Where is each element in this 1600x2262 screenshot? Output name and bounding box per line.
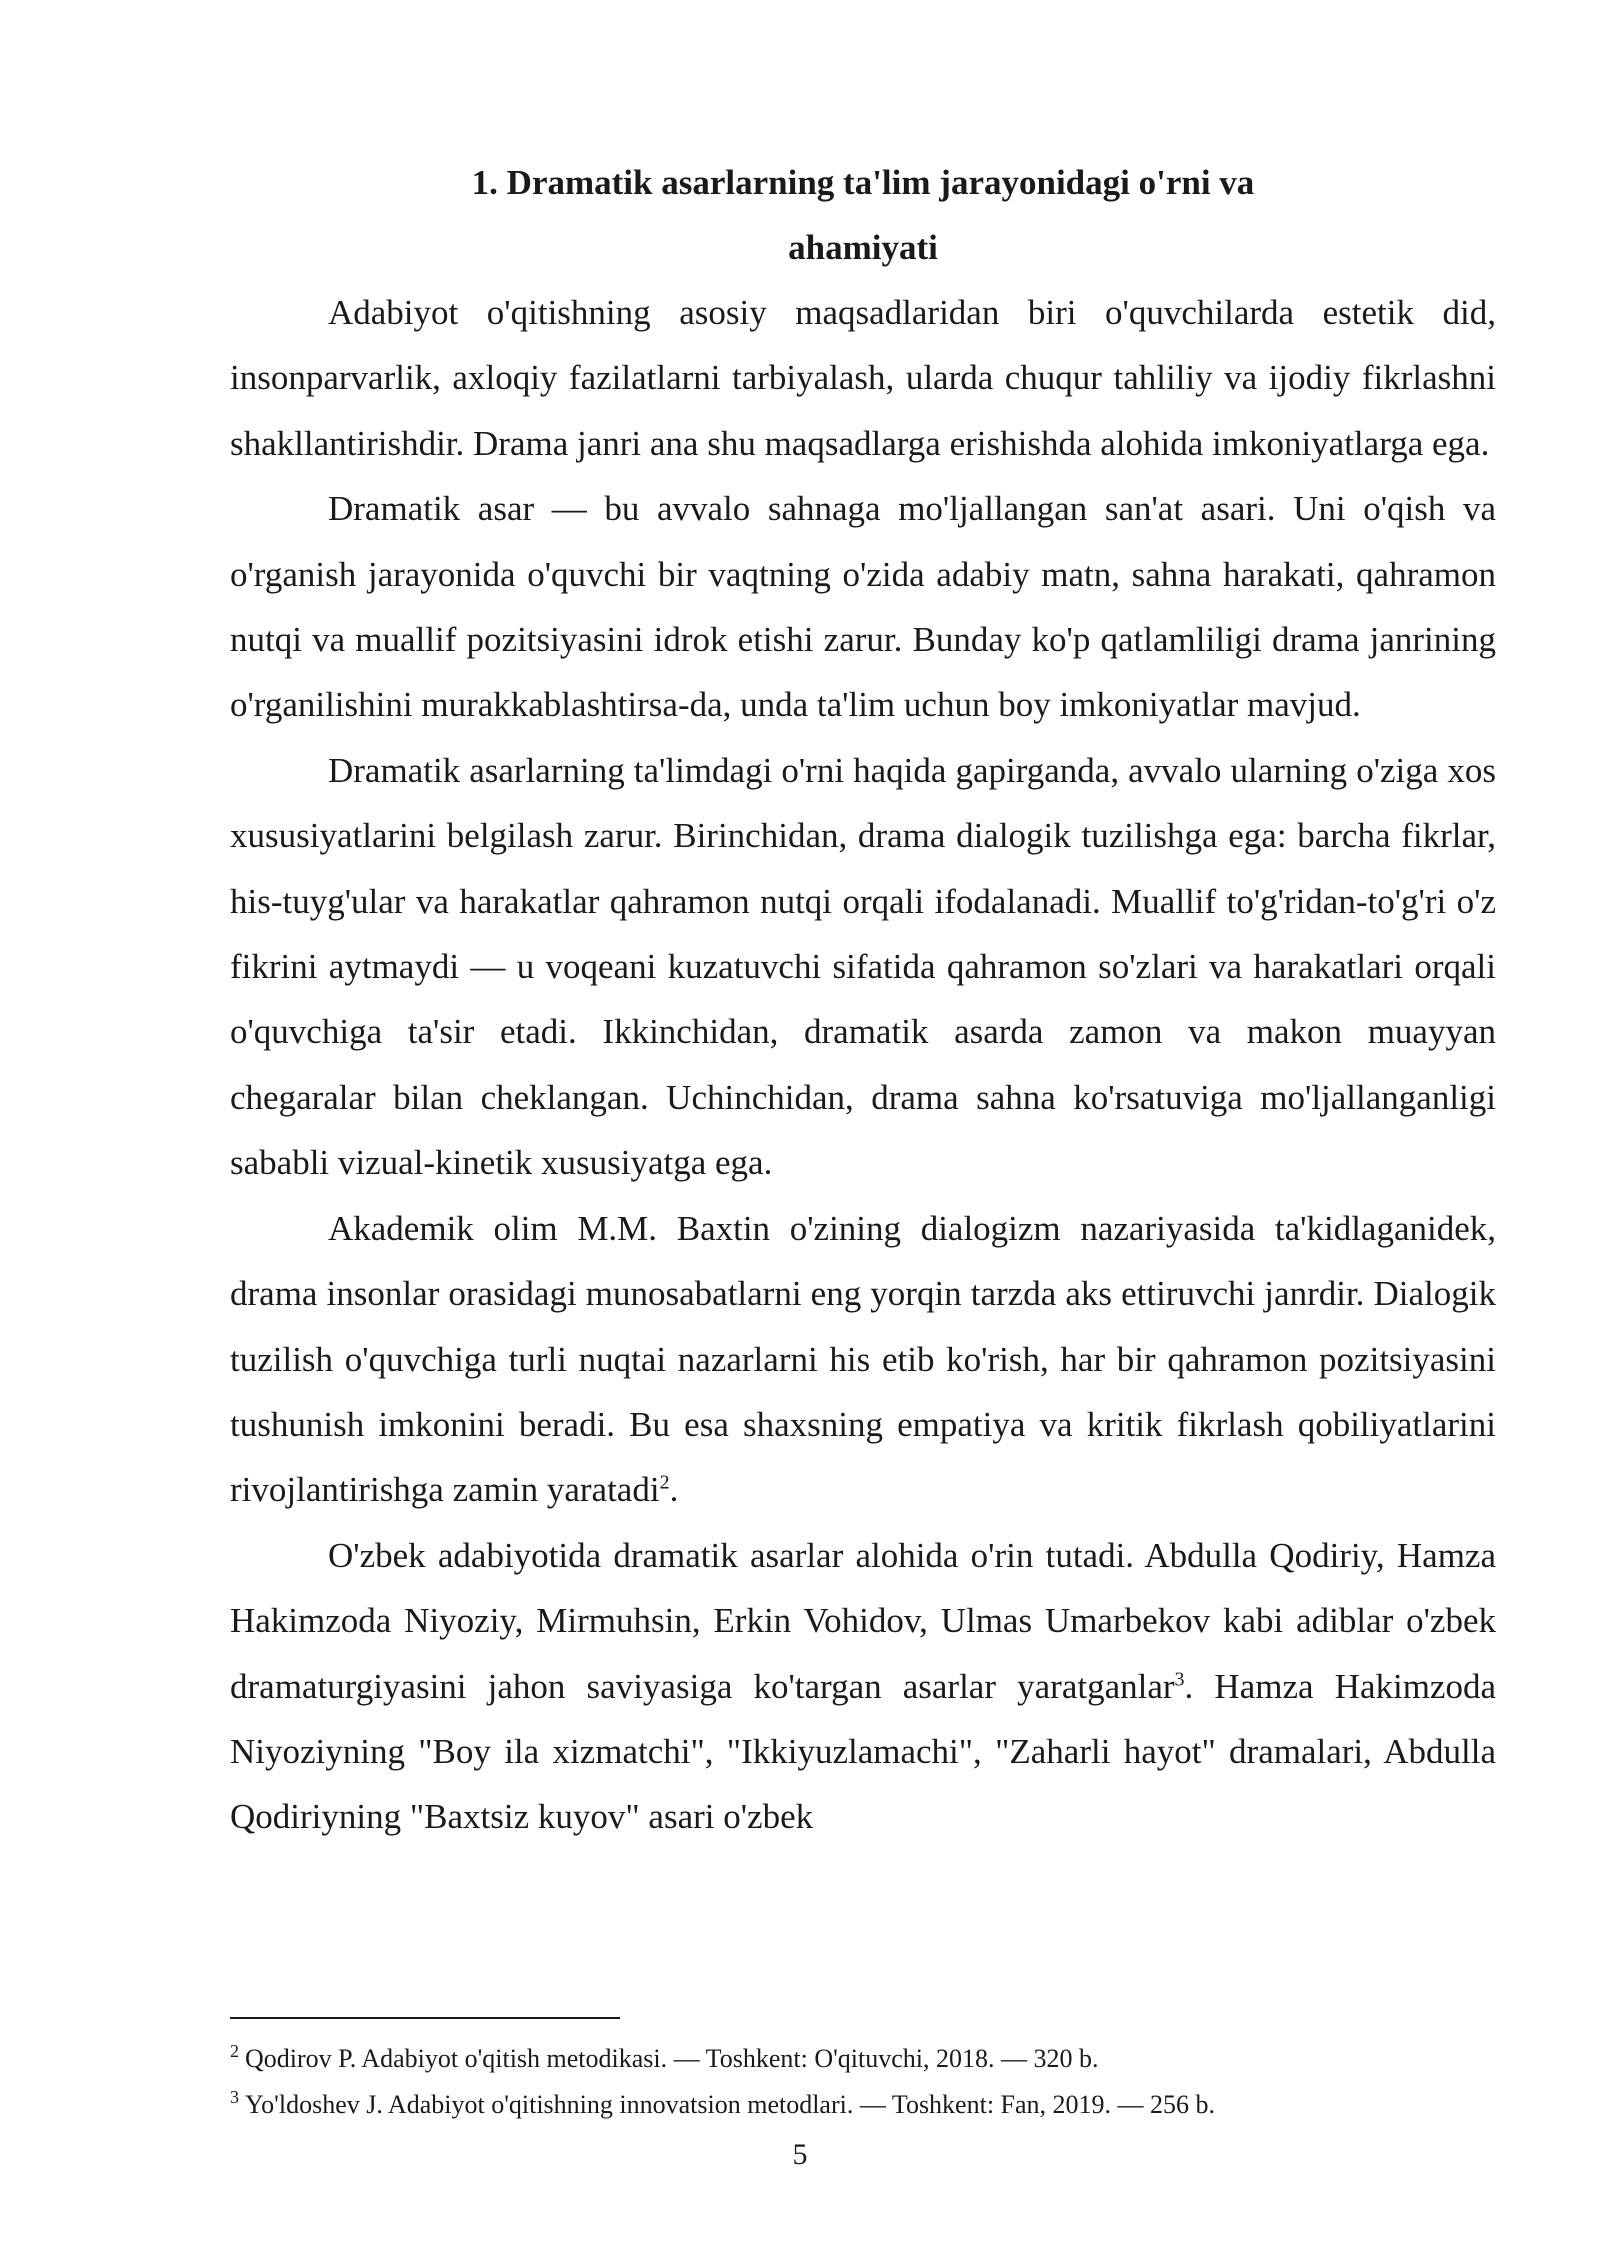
footnote-number: 3 [230,2087,239,2108]
paragraph-text: Akademik olim M.M. Baxtin o'zining dialogizm nazariyasida ta'kidlaganidek, drama insonlar orasidagi munosabatlarni eng yorqin tarzda aks ettiruvchi janrdir. Dialogik tuzilish o'quvchiga turli nuqtai nazarlarni his etib ko'rish, har bir qahramon pozitsiyasini tushunish imkonini beradi. Bu esa shaxsning empatiya va kritik fikrlash qobiliyatlarini rivojlantirishga zamin yaratadi [230,1208,1496,1510]
footnote-divider [230,2017,620,2019]
footnote-number: 2 [230,2041,239,2062]
paragraph-2 [230,476,1496,738]
paragraph-text: Dramatik asarlarning ta'limdagi o'rni haqida gapirganda, avvalo ularning o'ziga xos xususiyatlarini belgilash zarur. Birinchidan, drama dialogik tuzilishga ega: barcha fikrlar, his-tuyg'ular va harakatlar qahramon nutqi orqali ifodalanadi. Muallif to'g'ridan-to'g'ri o'z fikrini aytmaydi — u voqeani kuzatuvchi sifatida qahramon so'zlari va harakatlari orqali o'quvchiga ta'sir etadi. Ikkinchidan, dramatik asarda zamon va makon muayyan chegaralar bilan cheklangan. Uchinchidan, drama sahna ko'rsatuviga mo'ljallanganligi sababli vizual-kinetik xususiyatga ega. [230,750,1496,1183]
paragraph-3 [230,738,1496,1196]
paragraph-text: Dramatik asar — bu avvalo sahnaga mo'ljallangan san'at asari. Uni o'qish va o'rganish jarayonida o'quvchi bir vaqtning o'zida adabiy matn, sahna harakati, qahramon nutqi va muallif pozitsiyasini idrok etishi zarur. Bunday ko'p qatlamliligi drama janrining o'rganilishini murakkablashtirsa-da, unda ta'lim uchun boy imkoniyatlar mavjud. [230,489,1496,725]
paragraph-5 [230,1523,1496,1850]
footnotes [230,2036,1496,2128]
footnote-text: Qodirov P. Adabiyot o'qitish metodikasi. — Toshkent: O'qituvchi, 2018. — 320 b. [245,2044,1099,2073]
footnote-text: Yo'ldoshev J. Adabiyot o'qitishning innovatsion metodlari. — Toshkent: Fan, 2019. — 256 b. [245,2090,1216,2119]
section-heading [230,150,1496,280]
footnote-2 [230,2036,1496,2082]
footnote-ref-2[interactable]: 2 [659,1471,670,1494]
paragraph-text: O'zbek adabiyotida dramatik asarlar alohida o'rin tutadi. Abdulla Qodiriy, Hamza Hakimzoda Niyoziy, Mirmuhsin, Erkin Vohidov, Ulmas Umarbekov kabi adiblar o'zbek dramaturgiyasini jahon saviyasiga ko'targan asarlar yaratganlar [230,1535,1496,1706]
paragraph-text-after: . Hamza Hakimzoda Niyoziyning "Boy ila xizmatchi", "Ikkiyuzlamachi", "Zaharli hayot" dramalari, Abdulla Qodiriyning "Baxtsiz kuyov" asari o'zbek [230,1666,1497,1837]
footnote-3 [230,2082,1496,2128]
paragraph-text-after: . [669,1470,679,1510]
paragraph-4 [230,1196,1496,1523]
paragraph-1 [230,280,1496,476]
page-body [230,150,1496,1850]
heading-line-2: ahamiyati [788,228,938,267]
page-number: 5 [792,2138,808,2171]
footnote-ref-3[interactable]: 3 [1174,1667,1185,1690]
heading-line-1: 1. Dramatik asarlarning ta'lim jarayonidagi o'rni va [471,163,1255,202]
paragraph-text: Adabiyot o'qitishning asosiy maqsadlaridan biri o'quvchilarda estetik did, insonparvarlik, axloqiy fazilatlarni tarbiyalash, ularda chuqur tahliliy va ijodiy fikrlashni shakllantirishdir. Drama janri ana shu maqsadlarga erishishda alohida imkoniyatlarga ega. [230,293,1496,463]
